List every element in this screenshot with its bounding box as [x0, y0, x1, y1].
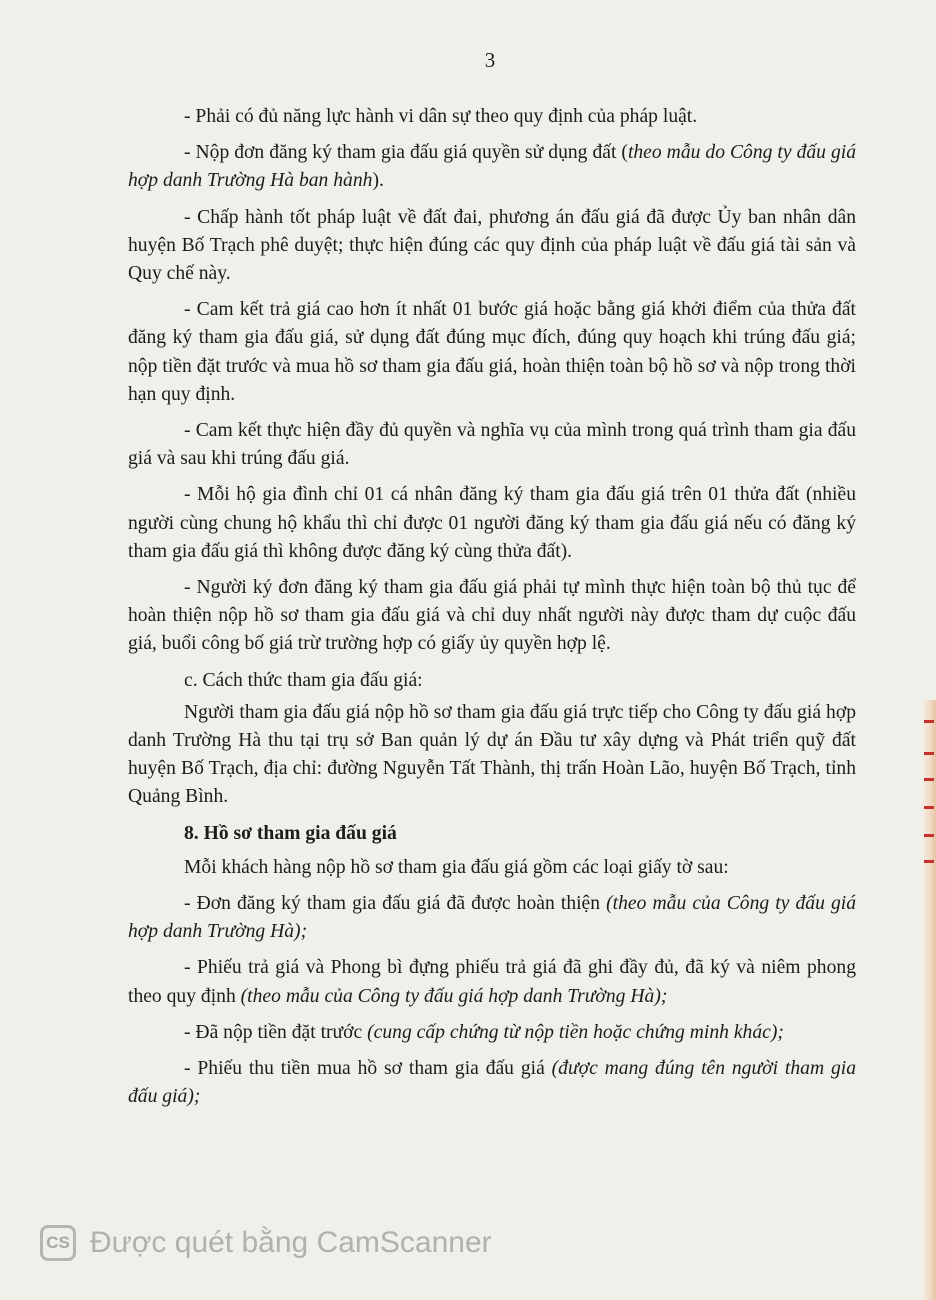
page-number: 3 [484, 48, 496, 72]
document-body [128, 103, 856, 1120]
paragraph-commit-price: - Cam kết trả giá cao hơn ít nhất 01 bước giá hoặc bằng giá khởi điểm của thửa đất đăng ký tham gia đấu giá, sử dụng đất đúng mục đích, đúng quy hoạch khi trúng đấu giá; nộp tiền đặt trước và mua hồ sơ tham gia đấu giá, hoàn thiện toàn bộ hồ sơ và nộp trong thời hạn quy định. [128, 299, 856, 405]
camscanner-logo-icon: CS [40, 1225, 76, 1261]
paragraph-doc-receipt: - Phiếu thu tiền mua hồ sơ tham gia đấu giá (được mang đúng tên người tham gia đấu giá); [128, 1058, 857, 1108]
stamp-mark [924, 860, 934, 863]
stamp-mark [924, 778, 934, 781]
paragraph-method-body: Người tham gia đấu giá nộp hồ sơ tham gia đấu giá trực tiếp cho Công ty đấu giá hợp danh Trường Hà thu tại trụ sở Ban quản lý dự án Đầu tư xây dựng và Phát triển quỹ đất huyện Bố Trạch, địa chỉ: đường Nguyễn Tất Thành, thị trấn Hoàn Lão, huyện Bố Trạch, tỉnh Quảng Bình. [128, 701, 856, 808]
camscanner-watermark [40, 1222, 492, 1264]
red-stamp-edge [922, 700, 936, 1300]
paragraph-household-rule: - Mỗi hộ gia đình chỉ 01 cá nhân đăng ký tham gia đấu giá trên 01 thửa đất (nhiều người cùng chung hộ khẩu thì chỉ được 01 người đăng ký tham gia đấu giá nếu có đăng ký tham gia đấu giá thì không được đăng ký cùng thửa đất). [128, 484, 856, 562]
stamp-mark [924, 806, 934, 809]
paragraph-commit-rights: - Cam kết thực hiện đầy đủ quyền và nghĩa vụ của mình trong quá trình tham gia đấu giá và sau khi trúng đấu giá. [128, 420, 856, 470]
paragraph-method-heading: c. Cách thức tham gia đấu giá: [184, 669, 423, 691]
paragraph-doc-deposit: - Đã nộp tiền đặt trước (cung cấp chứng từ nộp tiền hoặc chứng minh khác); [184, 1021, 784, 1043]
paragraph-signer-rule: - Người ký đơn đăng ký tham gia đấu giá phải tự mình thực hiện toàn bộ thủ tục để hoàn thiện nộp hồ sơ tham gia đấu giá và chỉ duy nhất người này được tham dự cuộc đấu giá, buổi công bố giá trừ trường hợp có giấy ủy quyền hợp lệ. [128, 577, 856, 655]
stamp-mark [924, 752, 934, 755]
stamp-mark [924, 834, 934, 837]
section-heading-8: 8. Hồ sơ tham gia đấu giá [184, 822, 397, 844]
stamp-mark [924, 720, 934, 723]
italic-note: theo mẫu do Công ty đấu giá hợp danh Trường Hà ban hành [128, 142, 856, 192]
paragraph-submit-form: - Nộp đơn đăng ký tham gia đấu giá quyền sử dụng đất (theo mẫu do Công ty đấu giá hợp danh Trường Hà ban hành). [128, 142, 856, 192]
paragraph-capacity: - Phải có đủ năng lực hành vi dân sự theo quy định của pháp luật. [184, 106, 698, 127]
paragraph-doc-form: - Đơn đăng ký tham gia đấu giá đã được hoàn thiện (theo mẫu của Công ty đấu giá hợp danh Trường Hà); [128, 893, 857, 943]
watermark-text: Được quét bằng CamScanner [90, 1226, 492, 1259]
paragraph-documents-intro: Mỗi khách hàng nộp hồ sơ tham gia đấu giá gồm các loại giấy tờ sau: [184, 856, 729, 878]
paragraph-comply-law: - Chấp hành tốt pháp luật về đất đai, phương án đấu giá đã được Ủy ban nhân dân huyện Bố Trạch phê duyệt; thực hiện đúng các quy định của pháp luật về đấu giá tài sản và Quy chế này. [128, 206, 856, 285]
paragraph-doc-bid-slip: - Phiếu trả giá và Phong bì đựng phiếu trả giá đã ghi đầy đủ, đã ký và niêm phong theo quy định (theo mẫu của Công ty đấu giá hợp danh Trường Hà); [128, 957, 856, 1007]
